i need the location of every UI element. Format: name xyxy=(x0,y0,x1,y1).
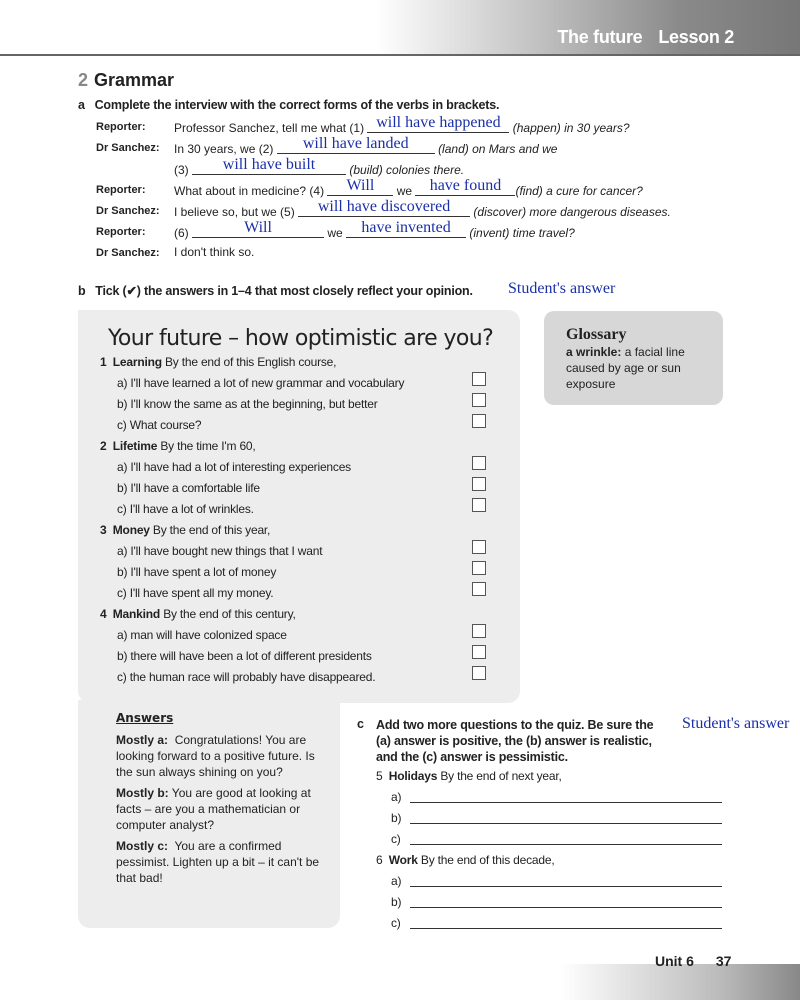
answer-item xyxy=(116,732,321,780)
student-answer: Student's answer xyxy=(508,280,616,297)
answer-item xyxy=(116,785,321,833)
option-label: b) xyxy=(391,895,402,909)
quiz-option: c) I'll have a lot of wrinkles. xyxy=(117,502,254,516)
dialogue-line xyxy=(174,198,671,219)
tick-checkbox[interactable] xyxy=(472,540,486,554)
text: (3) xyxy=(174,163,189,177)
quiz-option: b) I'll have spent a lot of money xyxy=(117,565,277,579)
answer-blank[interactable] xyxy=(327,177,393,196)
quiz-option: b) I'll know the same as at the beginning, but better xyxy=(117,397,378,411)
option-label: c) xyxy=(391,832,401,846)
answer: have invented xyxy=(361,219,451,236)
quiz-option: a) I'll have had a lot of interesting experiences xyxy=(117,460,351,474)
quiz-question xyxy=(100,523,270,537)
answer-blank[interactable] xyxy=(192,156,346,175)
answer-text: You are good at looking at facts – are you a mathematician or computer analyst? xyxy=(116,786,311,832)
option-label: a) xyxy=(391,874,402,888)
question-prompt: By the end of next year, xyxy=(440,769,562,783)
question-prompt: By the time I'm 60, xyxy=(160,439,256,453)
part-letter: a xyxy=(78,98,85,112)
tick-checkbox[interactable] xyxy=(472,582,486,596)
dialogue-line: I don't think so. xyxy=(174,245,255,259)
question-topic: Mankind xyxy=(112,607,161,621)
tick-checkbox[interactable] xyxy=(472,645,486,659)
question-number: 6 xyxy=(376,853,383,867)
question-topic: Holidays xyxy=(388,769,438,783)
footer xyxy=(655,953,731,969)
speaker: Reporter: xyxy=(96,184,146,196)
question-topic: Learning xyxy=(112,355,162,369)
lesson-label: Lesson 2 xyxy=(658,27,734,47)
option-label: a) xyxy=(391,790,402,804)
question-number: 3 xyxy=(100,523,107,537)
quiz-option: c) What course? xyxy=(117,418,202,432)
part-c-instruction: Add two more questions to the quiz. Be sure the (a) answer is positive, the (b) answer is realistic, and the (c) answer is pessimistic. xyxy=(376,718,654,764)
quiz-option: c) the human race will probably have disappeared. xyxy=(117,670,376,684)
dialogue-line xyxy=(174,177,643,198)
text: (invent) time travel? xyxy=(469,226,575,240)
dialogue-line xyxy=(174,114,630,135)
answer-blank[interactable] xyxy=(415,177,515,196)
glossary-term: a wrinkle: xyxy=(566,345,622,359)
header-title xyxy=(557,27,734,48)
question-number: 4 xyxy=(100,607,107,621)
tick-checkbox[interactable] xyxy=(472,372,486,386)
question-number: 2 xyxy=(100,439,107,453)
part-letter: b xyxy=(78,284,86,298)
answer-text: You are a confirmed pessimist. Lighten up a bit – it can't be that bad! xyxy=(116,839,320,885)
glossary-box xyxy=(544,311,723,405)
quiz-option: b) there will have been a lot of different presidents xyxy=(117,649,372,663)
question-number: 1 xyxy=(100,355,107,369)
answer: will have built xyxy=(222,156,316,173)
question-prompt: By the end of this English course, xyxy=(164,355,337,369)
tick-checkbox[interactable] xyxy=(472,498,486,512)
answer-item xyxy=(116,838,321,886)
write-line[interactable] xyxy=(410,802,722,803)
student-answer: Student's answer xyxy=(682,715,790,732)
tick-checkbox[interactable] xyxy=(472,414,486,428)
tick-checkbox[interactable] xyxy=(472,456,486,470)
speaker: Reporter: xyxy=(96,121,146,133)
text: What about in medicine? (4) xyxy=(174,184,325,198)
answer-label: Mostly c: xyxy=(116,839,169,853)
header-band xyxy=(0,0,800,56)
speaker: Reporter: xyxy=(96,226,146,238)
new-question xyxy=(376,769,562,783)
option-label: c) xyxy=(391,916,401,930)
tick-checkbox[interactable] xyxy=(472,477,486,491)
answers-title: Answers xyxy=(116,711,174,725)
footer-band xyxy=(0,964,800,1000)
instruction-text: Complete the interview with the correct forms of the verbs in brackets. xyxy=(94,98,500,112)
text: we xyxy=(396,184,413,198)
text: In 30 years, we (2) xyxy=(174,142,274,156)
answer-text: Congratulations! You are looking forward to a positive future. Is the sun always shining on you? xyxy=(116,733,315,779)
speaker: Dr Sanchez: xyxy=(96,247,160,259)
quiz-option: a) I'll have learned a lot of new grammar and vocabulary xyxy=(117,376,405,390)
section-heading xyxy=(78,70,174,91)
dialogue-line xyxy=(174,219,575,240)
quiz-question xyxy=(100,355,336,369)
write-line[interactable] xyxy=(410,823,722,824)
answer-blank[interactable] xyxy=(192,219,324,238)
question-number: 5 xyxy=(376,769,383,783)
text: (find) a cure for cancer? xyxy=(515,184,643,198)
section-title: Grammar xyxy=(94,70,175,90)
answer-blank[interactable] xyxy=(367,114,509,133)
answer: have found xyxy=(429,177,502,194)
text: (land) on Mars and we xyxy=(438,142,558,156)
answer-blank[interactable] xyxy=(298,198,470,217)
text: (build) colonies there. xyxy=(349,163,465,177)
part-a-instruction xyxy=(78,98,499,112)
question-topic: Money xyxy=(112,523,150,537)
question-prompt: By the end of this decade, xyxy=(420,853,555,867)
topic-title: The future xyxy=(557,27,643,47)
question-topic: Work xyxy=(388,853,418,867)
quiz-option: a) I'll have bought new things that I want xyxy=(117,544,323,558)
text: (6) xyxy=(174,226,189,240)
question-prompt: By the end of this century, xyxy=(163,607,296,621)
answer-label: Mostly b: xyxy=(116,786,169,800)
tick-checkbox[interactable] xyxy=(472,561,486,575)
text: Professor Sanchez, tell me what (1) xyxy=(174,121,365,135)
speaker: Dr Sanchez: xyxy=(96,142,160,154)
question-prompt: By the end of this year, xyxy=(152,523,271,537)
text: I believe so, but we (5) xyxy=(174,205,295,219)
speaker: Dr Sanchez: xyxy=(96,205,160,217)
dialogue-line xyxy=(174,135,558,156)
dialogue-line xyxy=(174,156,465,177)
text: (discover) more dangerous diseases. xyxy=(473,205,671,219)
question-topic: Lifetime xyxy=(112,439,158,453)
write-line[interactable] xyxy=(410,928,722,929)
answers-list xyxy=(116,732,321,886)
instruction-text: Tick (✔) the answers in 1–4 that most closely reflect your opinion. xyxy=(95,284,473,298)
answer: will have landed xyxy=(302,135,409,152)
glossary-title: Glossary xyxy=(566,326,627,343)
option-label: b) xyxy=(391,811,402,825)
new-question xyxy=(376,853,554,867)
unit-label: Unit 6 xyxy=(655,953,694,969)
answer-blank[interactable] xyxy=(277,135,435,154)
write-line[interactable] xyxy=(410,907,722,908)
quiz-question xyxy=(100,439,256,453)
glossary-definition: a facial line caused by age or sun exposure xyxy=(566,345,685,391)
answer-label: Mostly a: xyxy=(116,733,169,747)
quiz-option: b) I'll have a comfortable life xyxy=(117,481,260,495)
quiz-option: c) I'll have spent all my money. xyxy=(117,586,274,600)
text: we xyxy=(327,226,343,240)
part-letter: c xyxy=(357,717,364,731)
quiz-title: Your future – how optimistic are you? xyxy=(108,326,494,351)
text: (happen) in 30 years? xyxy=(512,121,630,135)
quiz-question xyxy=(100,607,296,621)
answer: Will xyxy=(244,219,272,236)
tick-checkbox[interactable] xyxy=(472,624,486,638)
section-number: 2 xyxy=(78,70,89,90)
answer: will have happened xyxy=(376,114,501,131)
quiz-option: a) man will have colonized space xyxy=(117,628,287,642)
write-line[interactable] xyxy=(410,844,722,845)
page-number: 37 xyxy=(715,953,732,969)
answer: will have discovered xyxy=(317,198,451,215)
tick-checkbox[interactable] xyxy=(472,666,486,680)
glossary-entry xyxy=(566,344,716,392)
part-b-instruction xyxy=(78,283,473,298)
answer-blank[interactable] xyxy=(346,219,466,238)
write-line[interactable] xyxy=(410,886,722,887)
tick-checkbox[interactable] xyxy=(472,393,486,407)
answer: Will xyxy=(346,177,375,194)
